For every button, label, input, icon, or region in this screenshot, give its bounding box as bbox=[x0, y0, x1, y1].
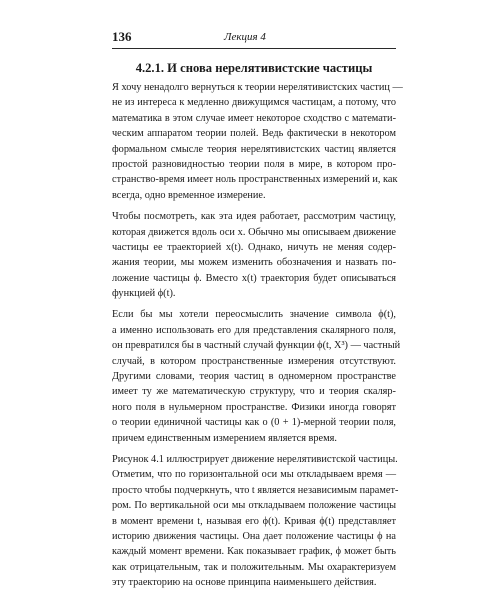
text-line: Я хочу ненадолго вернуться к теории нерелятивистских частиц — bbox=[112, 82, 403, 93]
text-line: случай, в котором пространственные измерения отсутствуют. bbox=[112, 355, 396, 367]
text-line: простой разновидностью теории поля в мире, в котором про- bbox=[112, 158, 396, 170]
running-head bbox=[112, 26, 396, 49]
paragraph-1 bbox=[112, 80, 403, 203]
text-line: каждый момент времени. Как показывает график, ϕ может быть bbox=[112, 546, 396, 558]
text-line: эту траекторию на основе принципа наименьшего действия. bbox=[112, 577, 377, 589]
text-line: причем единственным измерением является время. bbox=[112, 432, 337, 444]
text-line: которая движется вдоль оси x. Обычно мы описываем движение bbox=[112, 226, 396, 238]
text-line: формальном смысле теория нерелятивистских частиц является bbox=[112, 143, 396, 155]
chapter-title: Лекция 4 bbox=[224, 31, 266, 43]
text-line: всегда, одно временное измерение. bbox=[112, 189, 266, 201]
text-line: просто чтобы подчеркнуть, что t является независимым парамет- bbox=[112, 484, 399, 496]
body-text bbox=[112, 80, 403, 597]
text-line: частицы ее траекторией x(t). Однако, ничуть не меняя содер- bbox=[112, 241, 396, 253]
text-line: имеет ту же математическую структуру, что и теория скаляр- bbox=[112, 386, 396, 398]
paragraph-3 bbox=[112, 307, 401, 446]
text-line: функцией ϕ(t). bbox=[112, 288, 176, 300]
text-line: о теории единичной частицы как о (0 + 1)-мерной теории поля, bbox=[112, 417, 396, 429]
section-heading: 4.2.1. И снова нерелятивистские частицы bbox=[135, 61, 373, 75]
text-line: ного поля в нульмерном пространстве. Физики иногда говорят bbox=[112, 401, 396, 413]
text-line: Отметим, что по горизонтальной оси мы откладываем время — bbox=[112, 469, 396, 481]
text-line: Другими словами, теория частиц в одномерном пространстве bbox=[112, 371, 396, 383]
text-line: математика в этом случае имеет некоторое сходство с математи- bbox=[112, 112, 396, 124]
text-line: а именно использовать его для представления скалярного поля, bbox=[112, 324, 396, 336]
page-number: 136 bbox=[112, 29, 132, 44]
text-line: Рисунок 4.1 иллюстрирует движение нерелятивистской частицы. bbox=[112, 453, 398, 465]
text-line: Если бы мы хотели переосмыслить значение символа ϕ(t), bbox=[112, 309, 396, 321]
text-line: он превратился бы в частный случай функции ϕ(t, X³) — частный bbox=[112, 340, 401, 352]
text-line: не из интереса к медленно движущимся частицам, а потому, что bbox=[112, 97, 396, 109]
text-line: в момент времени t, называя его ϕ(t). Кривая ϕ(t) представляет bbox=[112, 515, 396, 527]
text-line: как отрицательным, так и положительным. Мы охарактеризуем bbox=[112, 561, 396, 573]
text-line: странство-время имеет ноль пространственных измерений и, как bbox=[112, 174, 398, 186]
text-line: ческим аппаратом теории полей. Ведь фактически в некотором bbox=[112, 128, 396, 140]
text-line: ром. По вертикальной оси мы откладываем положение частицы bbox=[112, 500, 396, 512]
text-line: жания теории, мы можем изменить обозначения и назвать по- bbox=[112, 257, 396, 269]
paragraph-2 bbox=[112, 209, 396, 301]
text-line: ложение частицы ϕ. Вместо x(t) траектория будет описываться bbox=[112, 272, 396, 284]
text-line: историю движения частицы. Она дает положение частицы ϕ на bbox=[112, 530, 396, 542]
paragraph-4 bbox=[112, 452, 399, 591]
text-line: Чтобы посмотреть, как эта идея работает, рассмотрим частицу, bbox=[112, 211, 396, 223]
